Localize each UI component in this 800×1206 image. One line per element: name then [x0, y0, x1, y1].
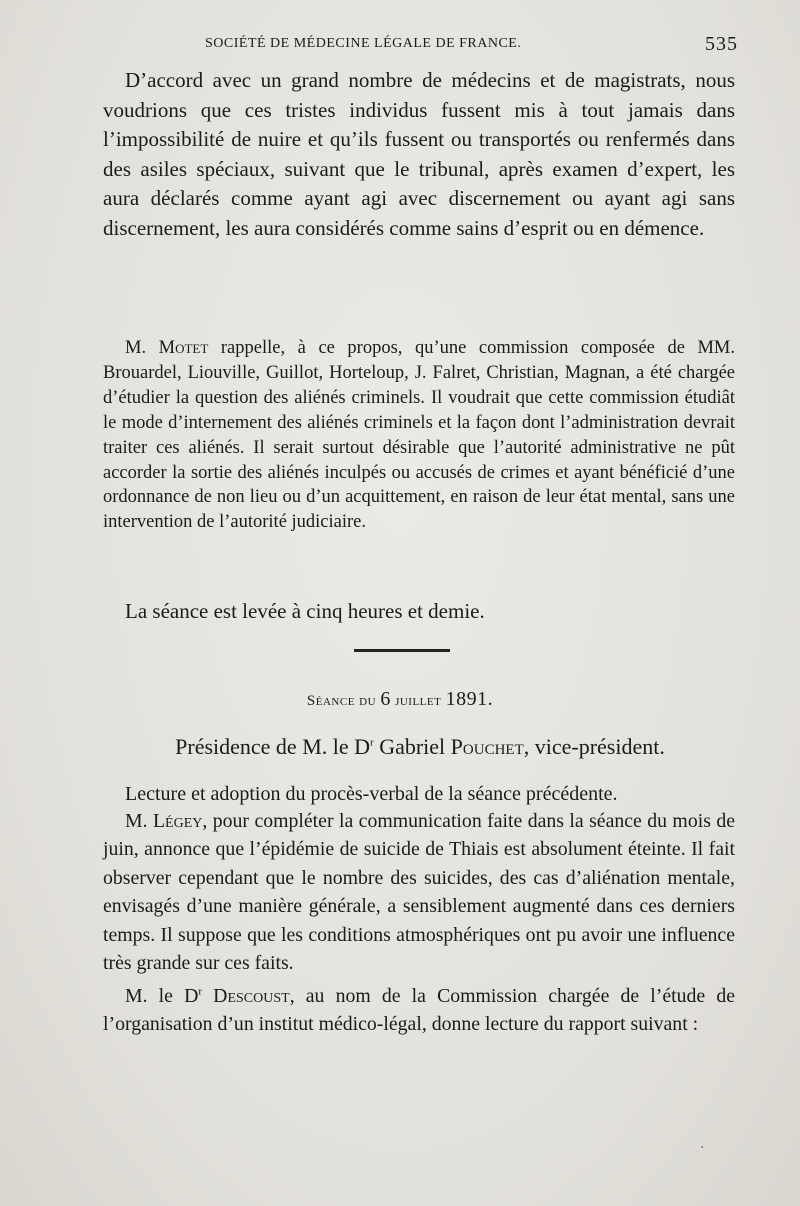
paragraph-minutes	[103, 780, 735, 810]
running-header	[205, 33, 738, 56]
session-heading: Séance du 6 juillet 1891.	[306, 688, 494, 710]
speaker-name: Motet	[158, 338, 209, 358]
speaker-name: Légey	[152, 810, 203, 832]
presidency-heading: Présidence de M. le $D^r$ Gabriel Pouchet, vice-président.	[175, 734, 665, 759]
paragraph-text: D’accord avec un grand nombre de médecins et de magistrats, nous voudrions que ces tristes individus fussent mis à tout jamais dans l’impossibilité de nuire et qu’ils fussent ou transportés ou renfermés dans des asiles spéciaux, suivant que le tribunal, après examen d’expert, les aura déclarés comme ayant agi avec discernement ou ayant agi sans discernement, les aura considérés comme sains d’esprit ou en démence.	[103, 68, 735, 240]
paragraph-text: La séance est levée à cinq heures et demie.	[125, 599, 485, 623]
paragraph-opening	[103, 66, 735, 243]
speaker-name: Descoust	[213, 985, 290, 1007]
section-divider	[354, 649, 450, 652]
paragraph-motet: M. Motet rappelle, à ce propos, qu’une commission composée de MM. Brouardel, Liouville, Guillot, Horteloup, J. Falret, Christian, Magnan, a été chargée d’étudier la question des aliénés criminels. Il voudrait que cette commission étudiât le mode d’internement des aliénés criminels et la façon dont l’administration devrait traiter ces aliénés. Il serait surtout désirable que l’autorité administrative ne pût accorder la sortie des aliénés inculpés ou accusés de crimes et ayant bénéficié d’une ordonnance de non lieu ou d’un acquittement, en raison de leur état mental, sans une intervention de l’autorité judiciaire.	[103, 338, 735, 533]
page-mark: ·	[700, 1140, 705, 1156]
paragraph-text: Lecture et adoption du procès-verbal de la séance précédente.	[125, 783, 618, 805]
paragraph-closing	[103, 597, 735, 627]
page-number: 535	[705, 33, 738, 55]
paragraph-descoust: M. le $D^r$ Descoust, au nom de la Commission chargée de l’étude de l’organisation d’un institut médico-légal, donne lecture du rapport suivant :	[103, 985, 735, 1036]
running-title: SOCIÉTÉ DE MÉDECINE LÉGALE DE FRANCE.	[205, 36, 522, 51]
paragraph-legey: M. Légey, pour compléter la communication faite dans la séance du mois de juin, annonce que l’épidémie de suicide de Thiais est absolument éteinte. Il fait observer cependant que le nombre des suicides, des cas d’aliénation mentale, envisagés d’une manière générale, a sensiblement augmenté dans ces derniers temps. Il suppose que les conditions atmosphériques ont pu avoir une influence très grande sur ces faits.	[103, 810, 735, 975]
